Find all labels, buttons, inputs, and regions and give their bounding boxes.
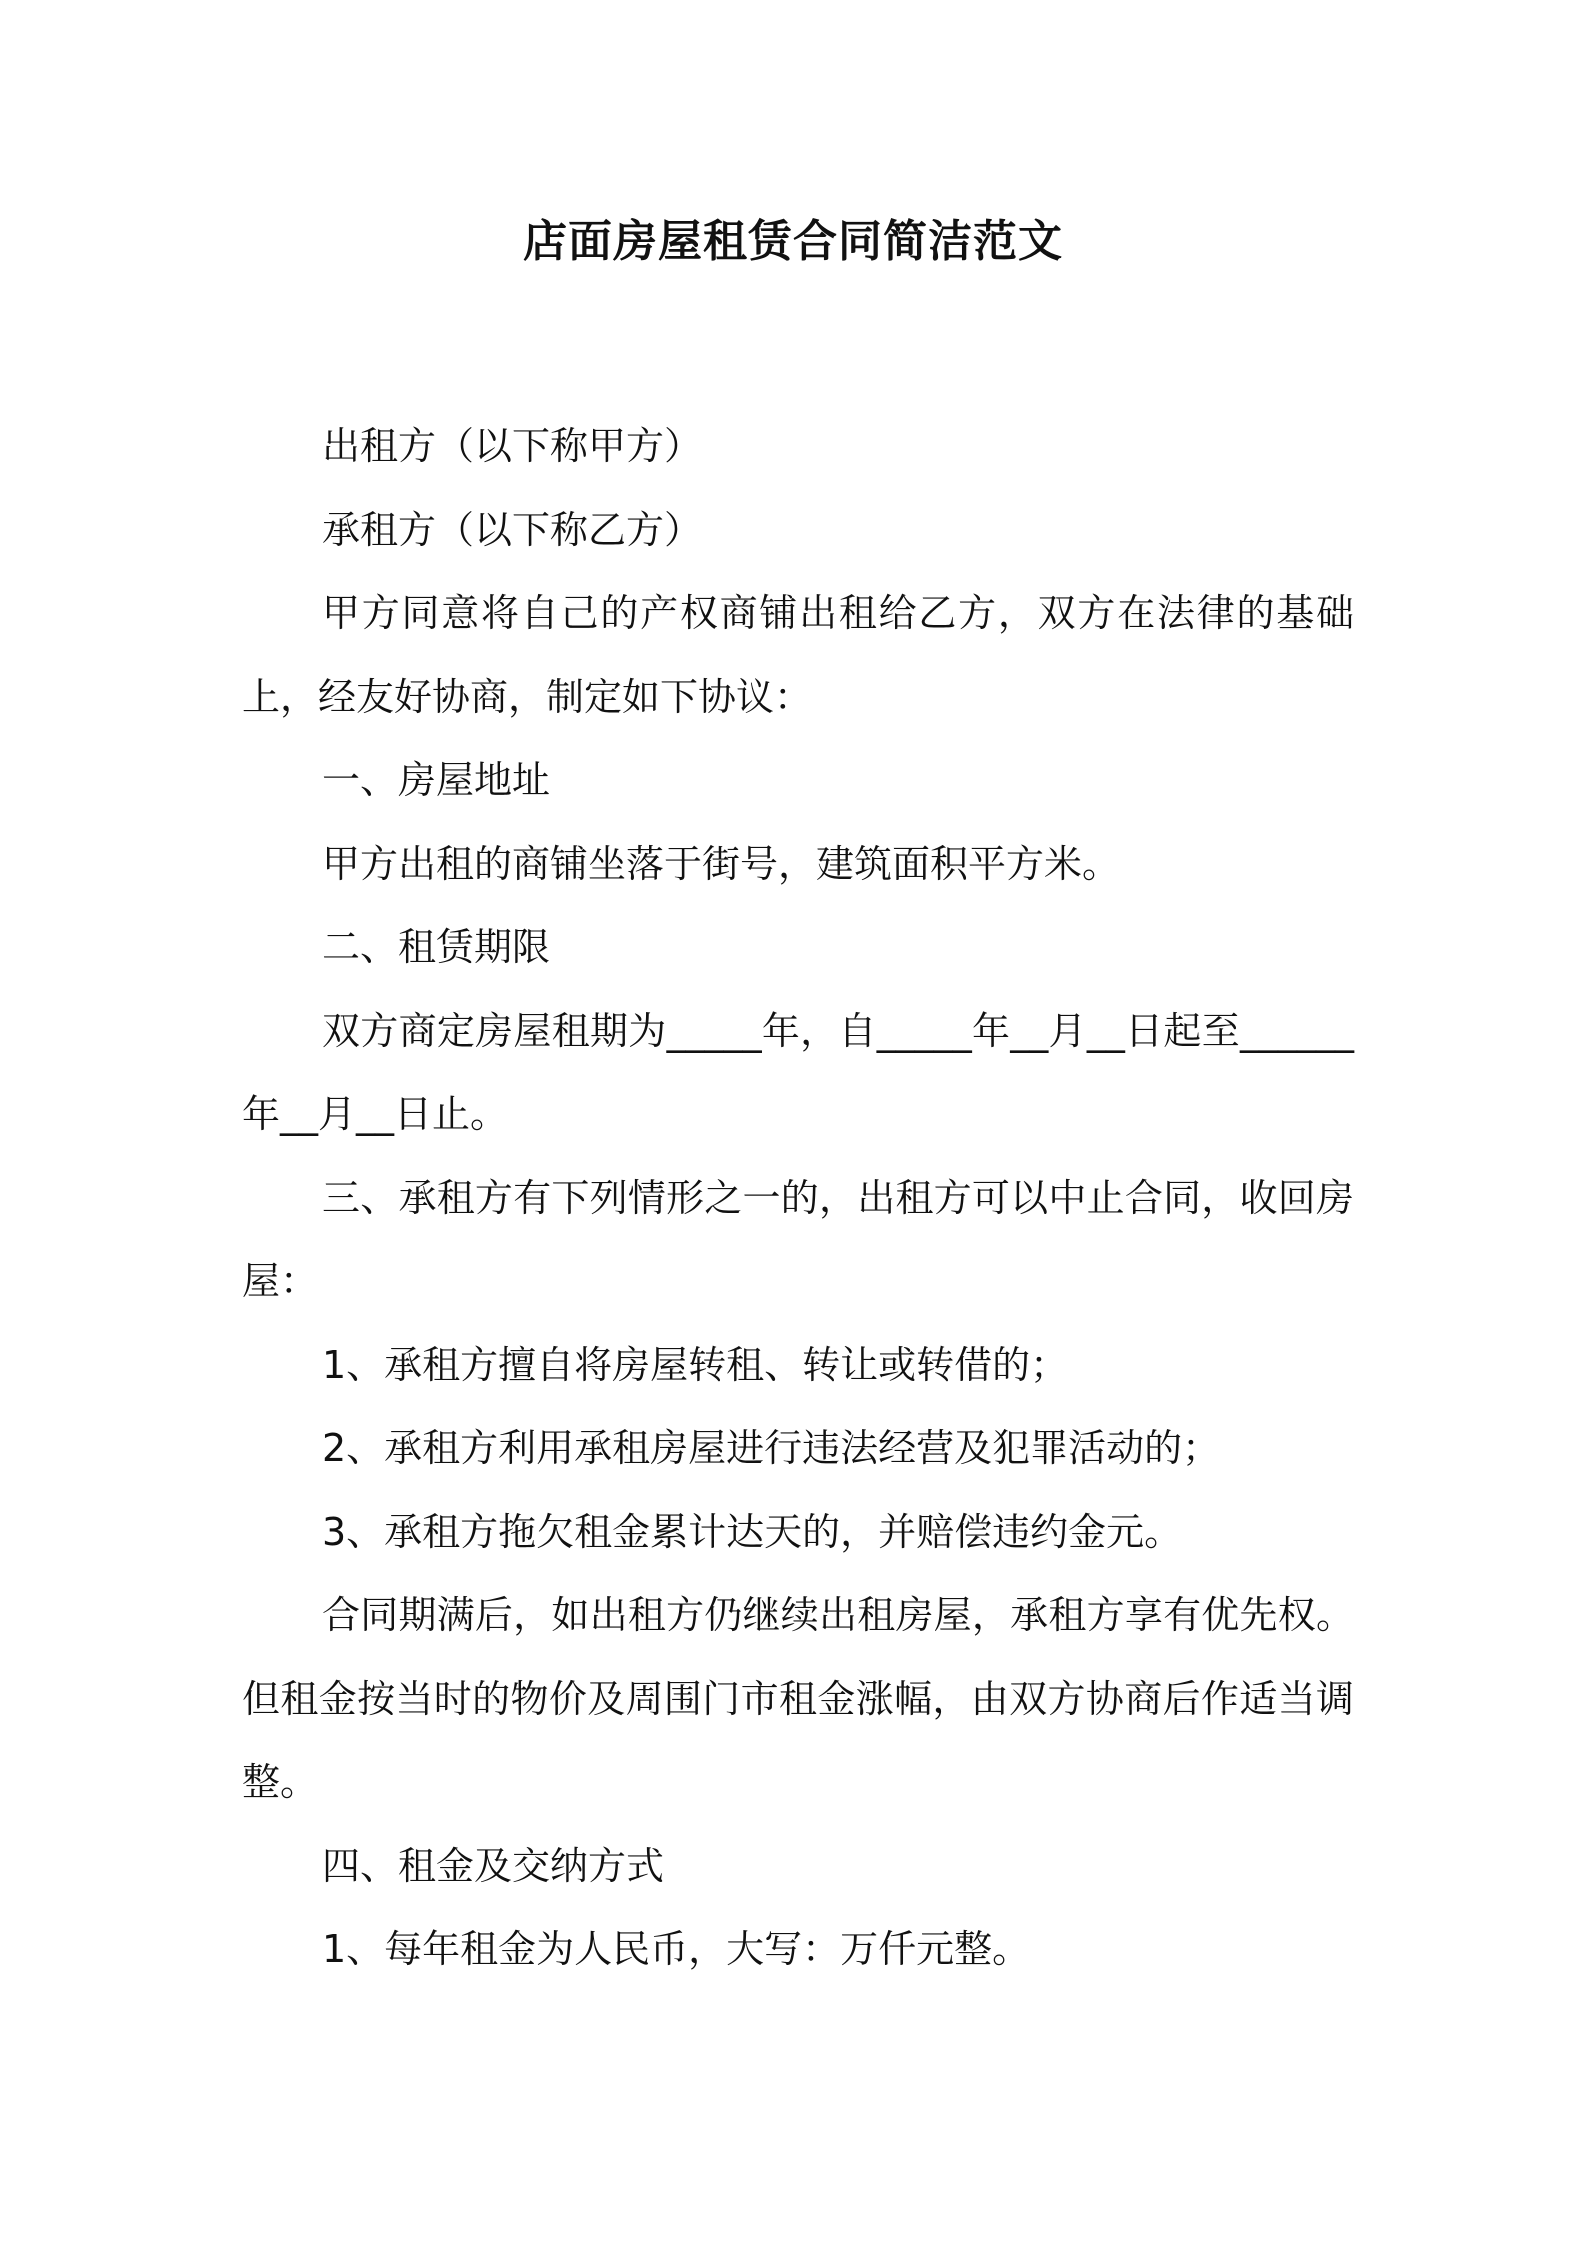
paragraph-address: 甲方出租的商铺坐落于街号，建筑面积平方米。 <box>322 841 1121 886</box>
section-heading-rent: 四、租金及交纳方式 <box>322 1843 665 1888</box>
section-heading-term: 二、租赁期限 <box>322 925 551 969</box>
document-body <box>242 405 1354 1992</box>
document-title: 店面房屋租赁合同简洁范文 <box>523 216 1063 267</box>
termination-item-1: 1、承租方擅自将房屋转租、转让或转借的； <box>322 1342 1069 1387</box>
section-heading-address: 一、房屋地址 <box>322 758 551 802</box>
section-heading-termination: 三、承租方有下列情形之一的，出租方可以中止合同，收回房屋： <box>242 1175 1354 1303</box>
paragraph-agreement-intro: 甲方同意将自己的产权商铺出租给乙方，双方在法律的基础上，经友好协商，制定如下协议： <box>242 591 1354 719</box>
paragraph-renewal: 合同期满后，如出租方仍继续出租房屋，承租方享有优先权。但租金按当时的物价及周围门市租金涨幅，由双方协商后作适当调整。 <box>242 1593 1354 1804</box>
paragraph-lessee: 承租方（以下称乙方） <box>322 507 703 552</box>
termination-item-3: 3、承租方拖欠租金累计达天的，并赔偿违约金元。 <box>322 1509 1183 1554</box>
termination-item-2: 2、承租方利用承租房屋进行违法经营及犯罪活动的； <box>322 1426 1221 1470</box>
paragraph-lessor: 出租方（以下称甲方） <box>322 424 703 468</box>
rent-item-1: 1、每年租金为人民币，大写：万仟元整。 <box>322 1927 1031 1971</box>
paragraph-term: 双方商定房屋租期为_____年，自_____年__月__日起至______年__月__日止。 <box>242 1008 1354 1136</box>
